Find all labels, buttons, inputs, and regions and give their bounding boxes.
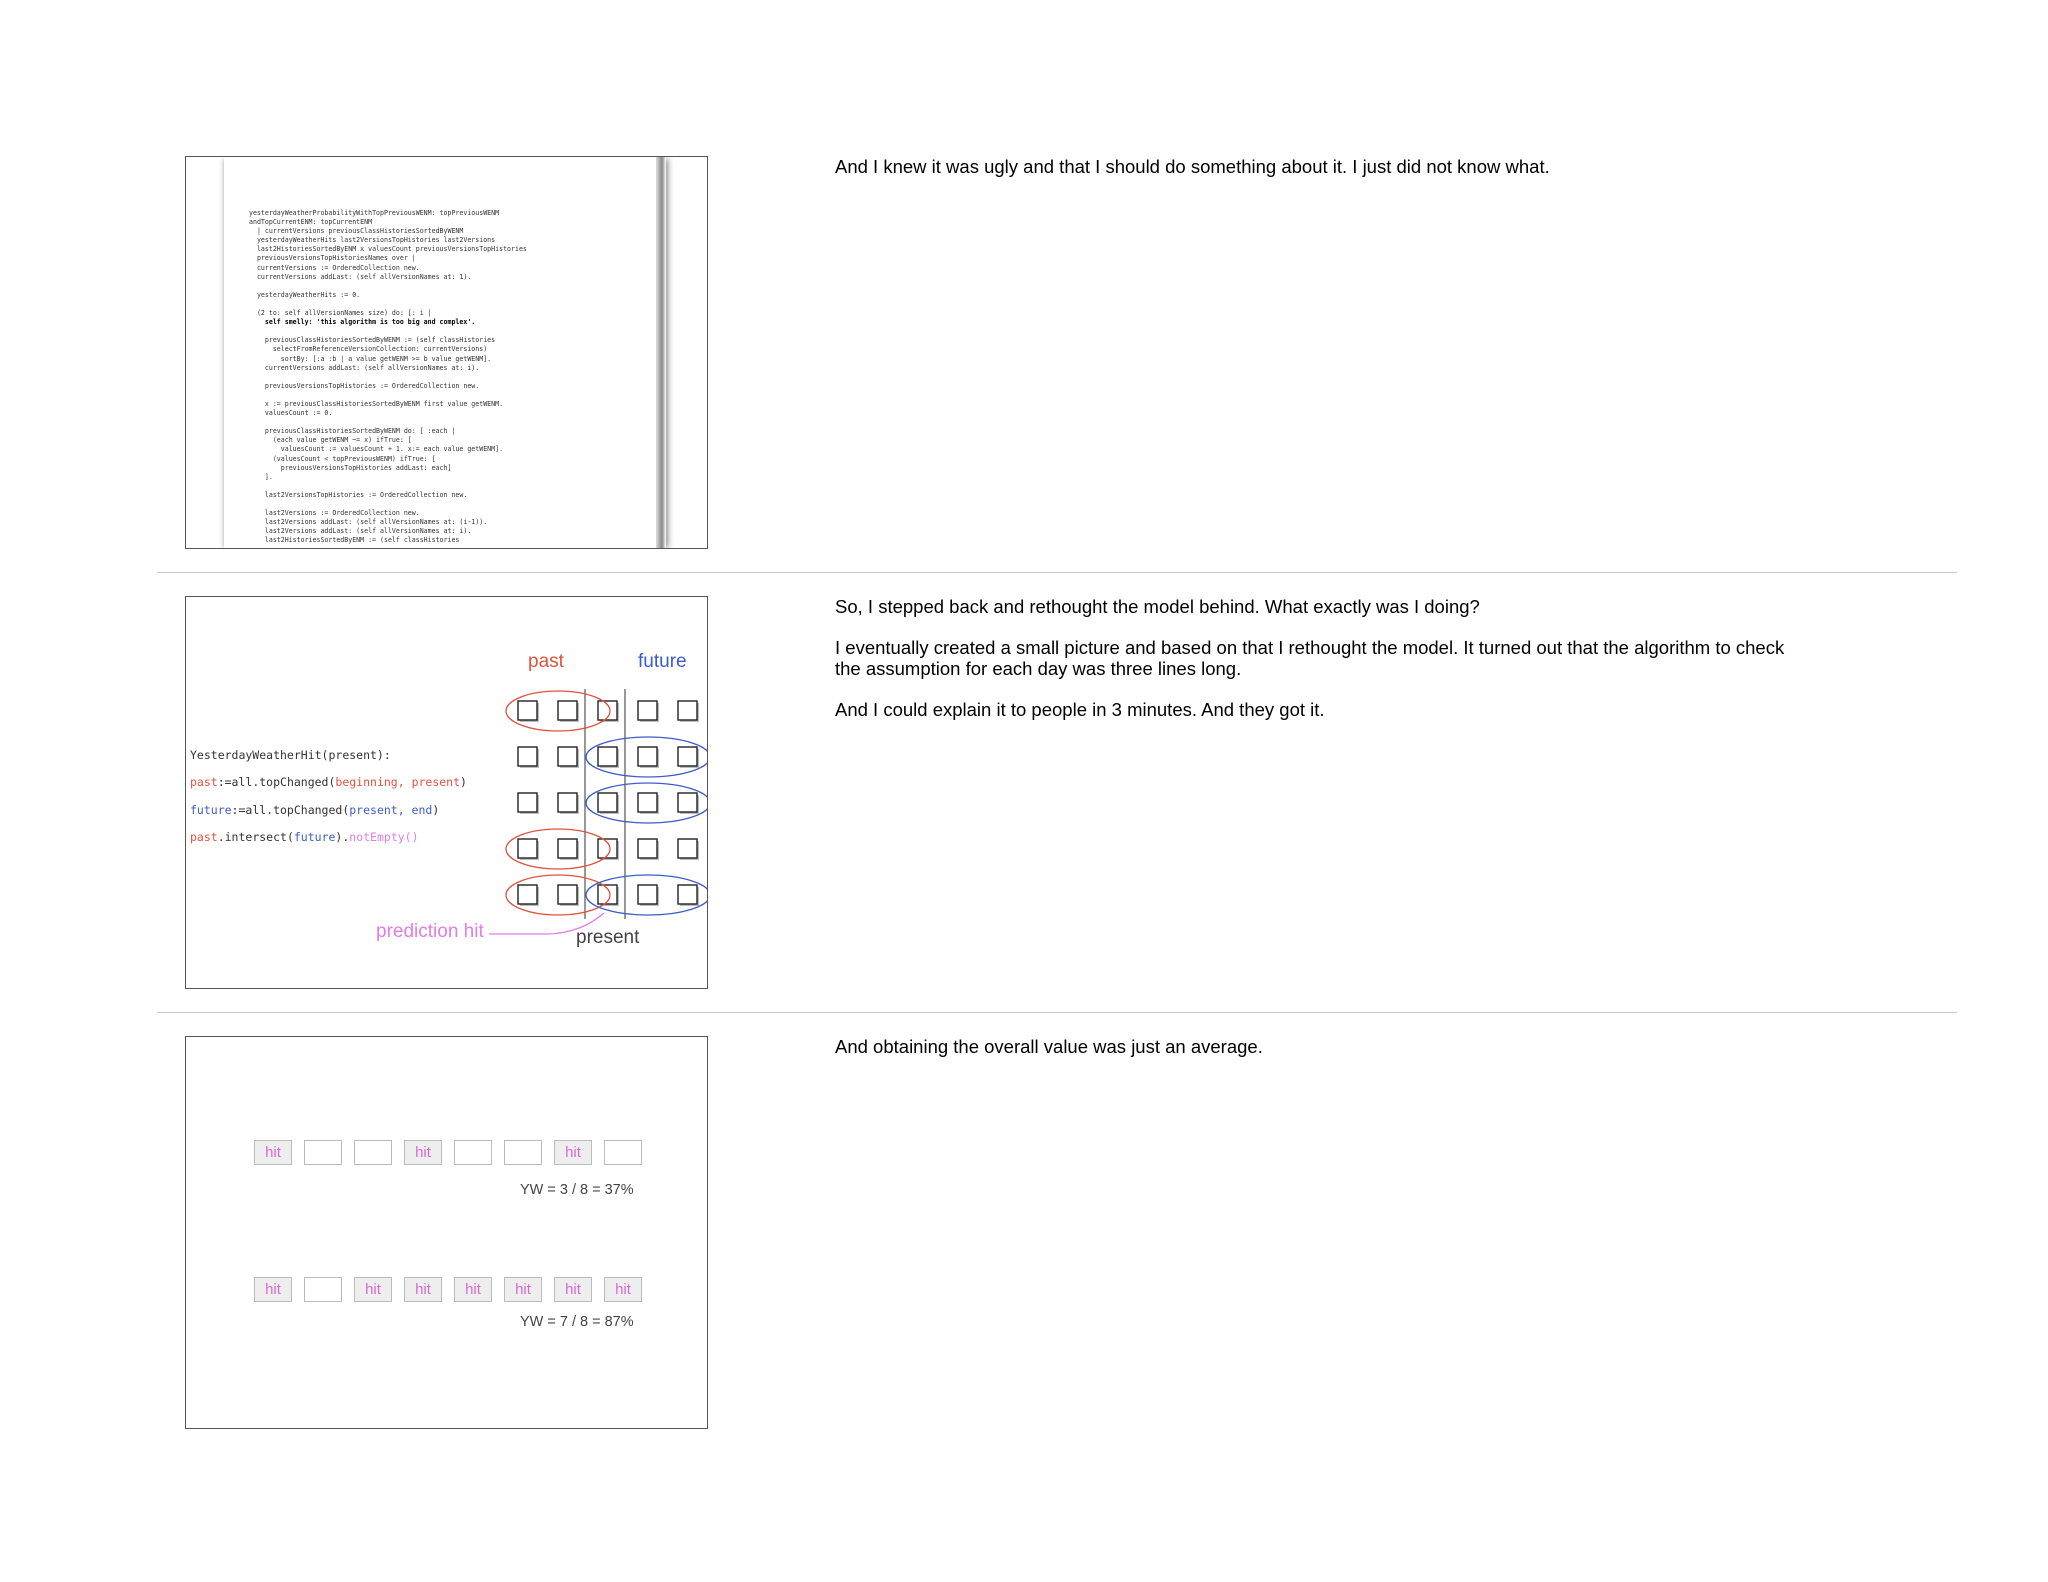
prediction-hit-label: prediction hit xyxy=(376,921,484,942)
code-future-var: future xyxy=(293,830,336,844)
code-text: ). xyxy=(335,830,350,844)
hit-cell: hit xyxy=(404,1140,442,1165)
version-box xyxy=(678,701,697,720)
version-box xyxy=(558,701,577,720)
version-box xyxy=(678,885,697,904)
notes-1 xyxy=(835,156,1815,197)
version-box xyxy=(558,839,577,858)
version-box xyxy=(598,747,617,766)
version-box xyxy=(638,885,657,904)
present-label: present xyxy=(576,927,640,948)
hit-cell: hit xyxy=(254,1140,292,1165)
note-paragraph: And I could explain it to people in 3 minutes. And they got it. xyxy=(835,699,1325,720)
hit-cell: hit xyxy=(354,1277,392,1302)
code-notempty: notEmpty() xyxy=(349,830,419,844)
empty-cell xyxy=(454,1140,492,1165)
notes-2 xyxy=(835,596,1815,740)
version-box xyxy=(518,839,537,858)
hit-cell: hit xyxy=(604,1277,642,1302)
code-past-var: past xyxy=(190,775,218,789)
code-part-1: yesterdayWeatherProbabilityWithTopPreviousWENM: topPreviousWENM andTopCurrentENM: topCurrentENM | currentVersions previousClassHistoriesSortedByWENM yesterdayWeatherHits last2VersionsTopHistories last2Versions last2HistoriesSortedByENM x valuesCount previousVersionsTopHistories previousVersionsTopHistoriesNames over | currentVersions := OrderedCollection new. currentVersions addLast: (self allVersionNames at: 1). yesterdayWeatherHits := 0. (2 to: self allVersionNames size) do: [: i | xyxy=(249,209,527,318)
slide-2-thumbnail xyxy=(185,596,708,989)
version-box xyxy=(678,747,697,766)
version-box xyxy=(518,701,537,720)
version-box xyxy=(558,747,577,766)
empty-cell xyxy=(304,1277,342,1302)
empty-cell xyxy=(504,1140,542,1165)
code-bold-line: self smelly: 'this algorithm is too big and complex'. xyxy=(249,318,476,327)
version-box xyxy=(518,885,537,904)
note-paragraph: And obtaining the overall value was just an average. xyxy=(835,1036,1263,1057)
future-label: future xyxy=(638,651,687,672)
note-paragraph: So, I stepped back and rethought the model behind. What exactly was I doing? xyxy=(835,596,1480,617)
code-line-2 xyxy=(190,775,467,789)
slide-1-thumbnail xyxy=(185,156,708,549)
version-box xyxy=(678,839,697,858)
code-text: ) xyxy=(460,775,467,789)
hit-cell: hit xyxy=(504,1277,542,1302)
code-fn: YesterdayWeatherHit(present): xyxy=(190,748,391,762)
version-box xyxy=(638,747,657,766)
empty-cell xyxy=(304,1140,342,1165)
version-box xyxy=(598,793,617,812)
note-paragraph: And I knew it was ugly and that I should do something about it. I just did not know what. xyxy=(835,156,1550,177)
yw-result-2: YW = 7 / 8 = 87% xyxy=(520,1314,634,1330)
hit-cell: hit xyxy=(554,1140,592,1165)
code-line-4 xyxy=(190,830,419,844)
version-box xyxy=(518,747,537,766)
code-listing xyxy=(249,209,527,545)
code-args: present, end xyxy=(349,803,433,817)
version-box xyxy=(558,885,577,904)
note-paragraph: I eventually created a small picture and based on that I rethought the model. It turned out that the algorithm to check the assumption for each day was three lines long. xyxy=(835,637,1785,679)
code-args: beginning, present xyxy=(335,775,461,789)
version-box xyxy=(518,793,537,812)
empty-cell xyxy=(604,1140,642,1165)
hit-cell: hit xyxy=(404,1277,442,1302)
code-text: :=all.topChanged( xyxy=(231,803,350,817)
version-box xyxy=(558,793,577,812)
slide-3-thumbnail xyxy=(185,1036,708,1429)
yw-result-1: YW = 3 / 8 = 37% xyxy=(520,1182,634,1198)
code-text: :=all.topChanged( xyxy=(217,775,336,789)
paper-edge xyxy=(656,157,666,549)
separator xyxy=(157,572,1957,573)
code-past-var: past xyxy=(190,830,218,844)
code-future-var: future xyxy=(190,803,232,817)
notes-3 xyxy=(835,1036,1815,1077)
code-text: .intersect( xyxy=(217,830,294,844)
version-box xyxy=(638,793,657,812)
version-box xyxy=(638,839,657,858)
code-text: ) xyxy=(432,803,440,817)
separator xyxy=(157,1012,1957,1013)
hit-cell: hit xyxy=(454,1277,492,1302)
version-box xyxy=(638,701,657,720)
hit-cell: hit xyxy=(254,1277,292,1302)
code-part-2: previousClassHistoriesSortedByWENM := (self classHistories selectFromReferenceVersionCollection: currentVersions) sortBy: [:a :b | a value getWENM >= b value getWENM]. currentVersions addLast: (self allVersionNames at: i). previousVersionsTopHistories := OrderedCollection new. x := previousClassHistoriesSortedByWENM first value getWENM. valuesCount := 0. previousClassHistoriesSortedByWENM do: [ :each | (each value getWENM ~= x) ifTrue: [ valuesCount := valuesCount + 1. x:= each value getWENM]. (valuesCount < topPreviousWENM) ifTrue: [ previousVersionsTopHistories addLast: each] ]. last2VersionsTopHistories := OrderedCollection new. last2Versions := OrderedCollection new. last2Versions addLast: (self allVersionNames at: (i-1)). last2Versions addLast: (self allVersionNames at: i). last2HistoriesSortedByENM := (self classHistories xyxy=(264,336,504,545)
code-line-1 xyxy=(190,748,391,762)
hit-cell: hit xyxy=(554,1277,592,1302)
version-box xyxy=(678,793,697,812)
empty-cell xyxy=(354,1140,392,1165)
past-label: past xyxy=(528,651,564,672)
code-line-3 xyxy=(190,803,439,817)
